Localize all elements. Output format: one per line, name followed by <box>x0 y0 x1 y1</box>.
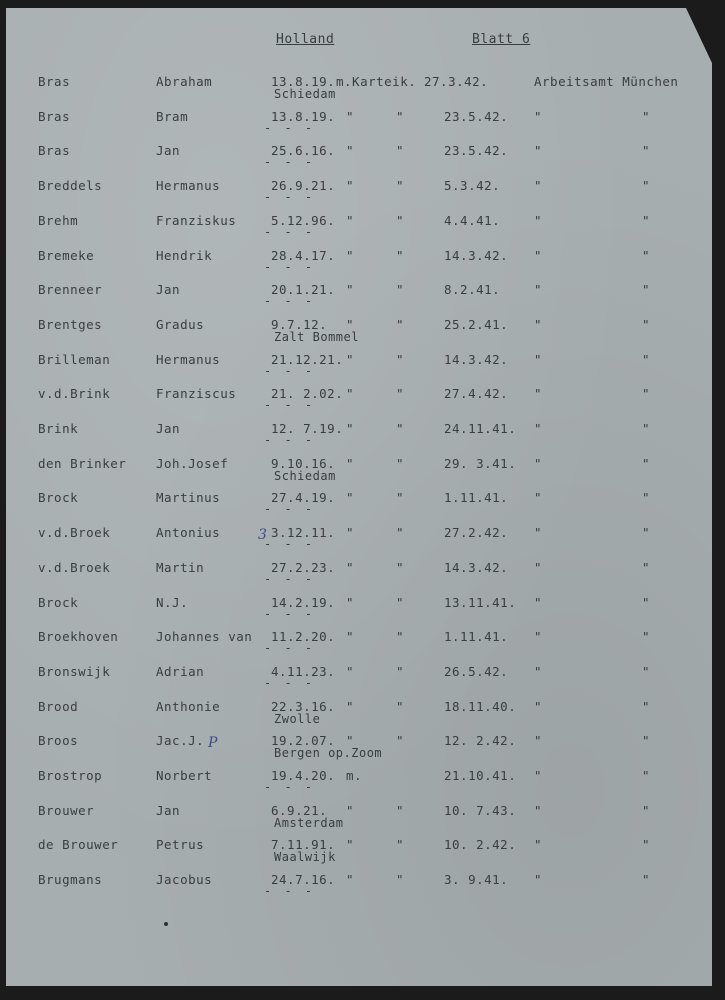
entry-labour-office: " <box>534 143 543 159</box>
entry-first-name: Hendrik <box>156 247 213 263</box>
entry-card-ditto: " <box>396 559 405 575</box>
entry-card-ditto: " <box>396 108 405 124</box>
entry-registration-date: 8.2.41. <box>444 282 501 298</box>
entry-birth-date: 25.6.16. <box>271 143 336 159</box>
entry-birth-date: 22.3.16. <box>271 698 336 714</box>
entry-birth-date: 5.12.96. <box>271 212 336 228</box>
entry-labour-office: " <box>534 490 543 506</box>
entry-birth-place: Schiedam <box>274 468 336 483</box>
entry-surname: den Brinker <box>38 455 127 471</box>
entry-dash-separator: - - - <box>264 294 316 309</box>
entry-labour-office: Arbeitsamt München <box>534 74 679 89</box>
entry-surname: Bronswijk <box>38 663 111 679</box>
entry-card-note: " <box>346 212 355 228</box>
entry-dash-separator: - - - <box>264 259 316 274</box>
entry-card-note: " <box>346 733 355 749</box>
entry-labour-office: " <box>534 768 543 783</box>
entry-labour-office: " <box>534 351 543 367</box>
entry-labour-office-ditto: " <box>642 802 651 818</box>
entry-registration-date: 1.11.41. <box>444 629 509 645</box>
entry-first-name: Antonius <box>156 525 221 541</box>
entry-card-ditto: " <box>396 143 405 159</box>
entry-labour-office-ditto: " <box>642 629 651 645</box>
entry-first-name: Jacobus <box>156 872 213 888</box>
entry-first-name: Jan <box>156 143 181 159</box>
entry-surname: Bras <box>38 143 71 159</box>
entry-labour-office-ditto: " <box>642 386 651 402</box>
entry-labour-office: " <box>534 594 543 610</box>
entry-first-name: Petrus <box>156 837 205 853</box>
entry-birth-date: 21.12.21. <box>271 351 344 367</box>
entry-registration-date: 27.4.42. <box>444 386 509 402</box>
entry-registration-date: 13.11.41. <box>444 594 517 610</box>
entry-first-name: Martin <box>156 559 205 575</box>
entry-surname: Broos <box>38 733 79 749</box>
entry-birth-date: 28.4.17. <box>271 247 336 263</box>
pen-mark-2: P <box>208 735 218 751</box>
entry-surname: Brock <box>38 594 79 610</box>
entry-birth-date: 24.7.16. <box>271 872 336 888</box>
entry-card-ditto: " <box>396 351 405 367</box>
entry-dash-separator: - - - <box>264 120 316 135</box>
entry-first-name: Jan <box>156 421 181 436</box>
entry-card-note: " <box>346 594 355 610</box>
entry-first-name: Abraham <box>156 74 213 89</box>
entry-labour-office: " <box>534 455 543 471</box>
entry-labour-office: " <box>534 663 543 679</box>
entry-labour-office: " <box>534 525 543 541</box>
entry-surname: Brock <box>38 490 79 506</box>
entry-dash-separator: - - - <box>264 190 316 205</box>
entry-birth-date: 13.8.19. <box>271 108 336 124</box>
entry-card-ditto: " <box>396 594 405 610</box>
entry-surname: Brilleman <box>38 351 111 367</box>
entry-registration-date: 24.11.41. <box>444 421 517 436</box>
entry-labour-office: " <box>534 386 543 402</box>
entry-labour-office-ditto: " <box>642 559 651 575</box>
entry-dash-separator: - - - <box>264 398 316 413</box>
entry-first-name: Jan <box>156 282 181 298</box>
entry-labour-office: " <box>534 629 543 645</box>
entry-surname: Brehm <box>38 212 79 228</box>
entry-first-name: Joh.Josef <box>156 455 229 471</box>
entry-birth-place: Zwolle <box>274 711 321 726</box>
entry-birth-date: 11.2.20. <box>271 629 336 645</box>
header-country: Holland <box>276 32 335 47</box>
entry-card-ditto: " <box>396 212 405 228</box>
entry-card-note: " <box>346 663 355 679</box>
pen-mark-1: 3 <box>258 527 267 543</box>
entry-first-name: Jan <box>156 802 181 818</box>
entry-surname: Broekhoven <box>38 629 119 645</box>
entry-first-name: N.J. <box>156 594 189 610</box>
entry-card-ditto: " <box>396 629 405 645</box>
entry-surname: Bras <box>38 108 71 124</box>
entry-birth-date: 6.9.21. <box>271 802 328 818</box>
entry-first-name: Bram <box>156 108 189 124</box>
entry-card-ditto: " <box>396 698 405 714</box>
entry-card-note: " <box>346 178 355 194</box>
entry-labour-office: " <box>534 247 543 263</box>
entry-card-ditto: " <box>396 178 405 194</box>
entry-labour-office: " <box>534 733 543 749</box>
entry-surname: Brenneer <box>38 282 103 298</box>
entry-first-name: Adrian <box>156 663 205 679</box>
entry-labour-office-ditto: " <box>642 733 651 749</box>
entry-card-ditto: " <box>396 282 405 298</box>
entry-labour-office-ditto: " <box>642 212 651 228</box>
ink-dot <box>164 922 168 926</box>
entry-card-ditto: " <box>396 421 405 436</box>
entry-first-name: Hermanus <box>156 178 221 194</box>
entry-labour-office-ditto: " <box>642 525 651 541</box>
entry-card-ditto: " <box>396 872 405 888</box>
entry-first-name: Franziskus <box>156 212 237 228</box>
entry-labour-office: " <box>534 178 543 194</box>
entry-dash-separator: - - - <box>264 537 316 552</box>
entry-labour-office: " <box>534 698 543 714</box>
entry-birth-place: Waalwijk <box>274 850 336 865</box>
header-sheet-number: Blatt 6 <box>472 32 531 47</box>
entry-birth-date: 27.4.19. <box>271 490 336 506</box>
entry-first-name: Norbert <box>156 768 213 783</box>
entry-registration-date: 12. 2.42. <box>444 733 517 749</box>
entry-labour-office-ditto: " <box>642 594 651 610</box>
entry-surname: Bras <box>38 74 71 89</box>
entry-labour-office-ditto: " <box>642 108 651 124</box>
entry-dash-separator: - - - <box>264 571 316 586</box>
entry-card-ditto: " <box>396 733 405 749</box>
entry-card-note: " <box>346 421 355 436</box>
entry-labour-office-ditto: " <box>642 282 651 298</box>
entry-card-note: " <box>346 455 355 471</box>
entry-surname: Breddels <box>38 178 103 194</box>
entry-registration-date: 26.5.42. <box>444 663 509 679</box>
entry-dash-separator: - - - <box>264 641 316 656</box>
entry-registration-date: 27.2.42. <box>444 525 509 541</box>
entry-surname: Brouwer <box>38 802 95 818</box>
entry-birth-date: 27.2.23. <box>271 559 336 575</box>
entry-labour-office-ditto: " <box>642 837 651 853</box>
entry-birth-date: 12. 7.19. <box>271 421 344 436</box>
entry-labour-office: " <box>534 282 543 298</box>
entry-labour-office-ditto: " <box>642 455 651 471</box>
entry-labour-office-ditto: " <box>642 768 651 783</box>
entry-card-ditto: " <box>396 663 405 679</box>
entry-card-note: " <box>346 872 355 888</box>
entry-birth-date: 4.11.23. <box>271 663 336 679</box>
entry-registration-date: 23.5.42. <box>444 143 509 159</box>
entry-labour-office-ditto: " <box>642 490 651 506</box>
entry-first-name: Johannes van <box>156 629 253 645</box>
entry-labour-office-ditto: " <box>642 663 651 679</box>
entry-birth-date: 13.8.19. <box>271 74 336 89</box>
entry-card-note: " <box>346 108 355 124</box>
entry-surname: Brentges <box>38 316 103 332</box>
entry-dash-separator: - - - <box>264 502 316 517</box>
entry-labour-office: " <box>534 316 543 332</box>
entry-birth-date: 7.11.91. <box>271 837 336 853</box>
entry-labour-office-ditto: " <box>642 143 651 159</box>
entry-registration-date: 23.5.42. <box>444 108 509 124</box>
entry-card-note: " <box>346 802 355 818</box>
entry-card-note: " <box>346 559 355 575</box>
entry-card-ditto: " <box>396 802 405 818</box>
entry-labour-office: " <box>534 837 543 853</box>
entry-labour-office: " <box>534 872 543 888</box>
entry-surname: Brostrop <box>38 768 103 783</box>
entry-surname: v.d.Broek <box>38 525 111 541</box>
entry-card-ditto: " <box>396 316 405 332</box>
entry-card-note: m. <box>346 768 363 783</box>
entry-labour-office: " <box>534 802 543 818</box>
entry-card-note: " <box>346 247 355 263</box>
entry-registration-date: 27.3.42. <box>424 74 489 89</box>
entry-card-note: " <box>346 629 355 645</box>
entry-birth-place: Zalt Bommel <box>274 329 359 344</box>
entry-dash-separator: - - - <box>264 363 316 378</box>
entry-first-name: Franziscus <box>156 386 237 402</box>
entry-labour-office: " <box>534 212 543 228</box>
entry-labour-office-ditto: " <box>642 247 651 263</box>
torn-corner <box>686 8 712 63</box>
entry-registration-date: 1.11.41. <box>444 490 509 506</box>
entry-first-name: Hermanus <box>156 351 221 367</box>
entry-card-note: " <box>346 351 355 367</box>
entry-first-name: Jac.J. <box>156 733 205 749</box>
entry-registration-date: 29. 3.41. <box>444 455 517 471</box>
entry-card-ditto: " <box>396 386 405 402</box>
entry-registration-date: 21.10.41. <box>444 768 517 783</box>
entry-birth-date: 19.4.20. <box>271 768 336 783</box>
entry-card-ditto: " <box>396 525 405 541</box>
entry-dash-separator: - - - <box>264 606 316 621</box>
entry-labour-office-ditto: " <box>642 421 651 436</box>
entry-birth-date: 21. 2.02. <box>271 386 344 402</box>
entry-card-ditto: " <box>396 247 405 263</box>
entry-card-note: m.Karteik. <box>336 74 417 89</box>
entry-card-note: " <box>346 316 355 332</box>
entry-labour-office-ditto: " <box>642 698 651 714</box>
entry-registration-date: 10. 2.42. <box>444 837 517 853</box>
entry-registration-date: 14.3.42. <box>444 559 509 575</box>
entry-labour-office-ditto: " <box>642 872 651 888</box>
entry-surname: de Brouwer <box>38 837 119 853</box>
entry-surname: v.d.Broek <box>38 559 111 575</box>
entry-registration-date: 18.11.40. <box>444 698 517 714</box>
entry-birth-place: Amsterdam <box>274 815 344 830</box>
entry-birth-date: 3.12.11. <box>271 525 336 541</box>
entry-birth-date: 19.2.07. <box>271 733 336 749</box>
entry-first-name: Gradus <box>156 316 205 332</box>
entry-surname: Brink <box>38 421 79 436</box>
entry-card-note: " <box>346 837 355 853</box>
entry-dash-separator: - - - <box>264 155 316 170</box>
entry-labour-office: " <box>534 421 543 436</box>
document-sheet <box>6 8 712 986</box>
entry-first-name: Anthonie <box>156 698 221 714</box>
entry-surname: Bremeke <box>38 247 95 263</box>
entry-labour-office: " <box>534 559 543 575</box>
entry-registration-date: 25.2.41. <box>444 316 509 332</box>
entry-registration-date: 14.3.42. <box>444 351 509 367</box>
entry-card-note: " <box>346 282 355 298</box>
entry-dash-separator: - - - <box>264 780 316 794</box>
entry-birth-date: 9.7.12. <box>271 316 328 332</box>
entry-birth-place: Bergen op.Zoom <box>274 746 383 761</box>
entry-card-ditto: " <box>396 490 405 506</box>
entry-registration-date: 5.3.42. <box>444 178 501 194</box>
entry-card-note: " <box>346 490 355 506</box>
entry-card-ditto: " <box>396 837 405 853</box>
entry-birth-date: 14.2.19. <box>271 594 336 610</box>
entry-dash-separator: - - - <box>264 433 316 447</box>
entry-birth-date: 9.10.16. <box>271 455 336 471</box>
entry-registration-date: 3. 9.41. <box>444 872 509 888</box>
entry-birth-date: 26.9.21. <box>271 178 336 194</box>
entry-dash-separator: - - - <box>264 224 316 239</box>
entry-labour-office: " <box>534 108 543 124</box>
entry-surname: v.d.Brink <box>38 386 111 402</box>
entry-birth-place: Schiedam <box>274 87 336 101</box>
entry-registration-date: 4.4.41. <box>444 212 501 228</box>
entry-dash-separator: - - - <box>264 675 316 690</box>
entry-dash-separator: - - - <box>264 884 316 899</box>
entry-labour-office-ditto: " <box>642 316 651 332</box>
entry-registration-date: 10. 7.43. <box>444 802 517 818</box>
entry-birth-date: 20.1.21. <box>271 282 336 298</box>
entry-surname: Brood <box>38 698 79 714</box>
entry-card-note: " <box>346 525 355 541</box>
entry-first-name: Martinus <box>156 490 221 506</box>
entry-card-note: " <box>346 386 355 402</box>
entry-labour-office-ditto: " <box>642 178 651 194</box>
entry-labour-office-ditto: " <box>642 351 651 367</box>
entry-registration-date: 14.3.42. <box>444 247 509 263</box>
entry-card-ditto: " <box>396 455 405 471</box>
entry-card-note: " <box>346 143 355 159</box>
entry-surname: Brugmans <box>38 872 103 888</box>
entry-card-note: " <box>346 698 355 714</box>
